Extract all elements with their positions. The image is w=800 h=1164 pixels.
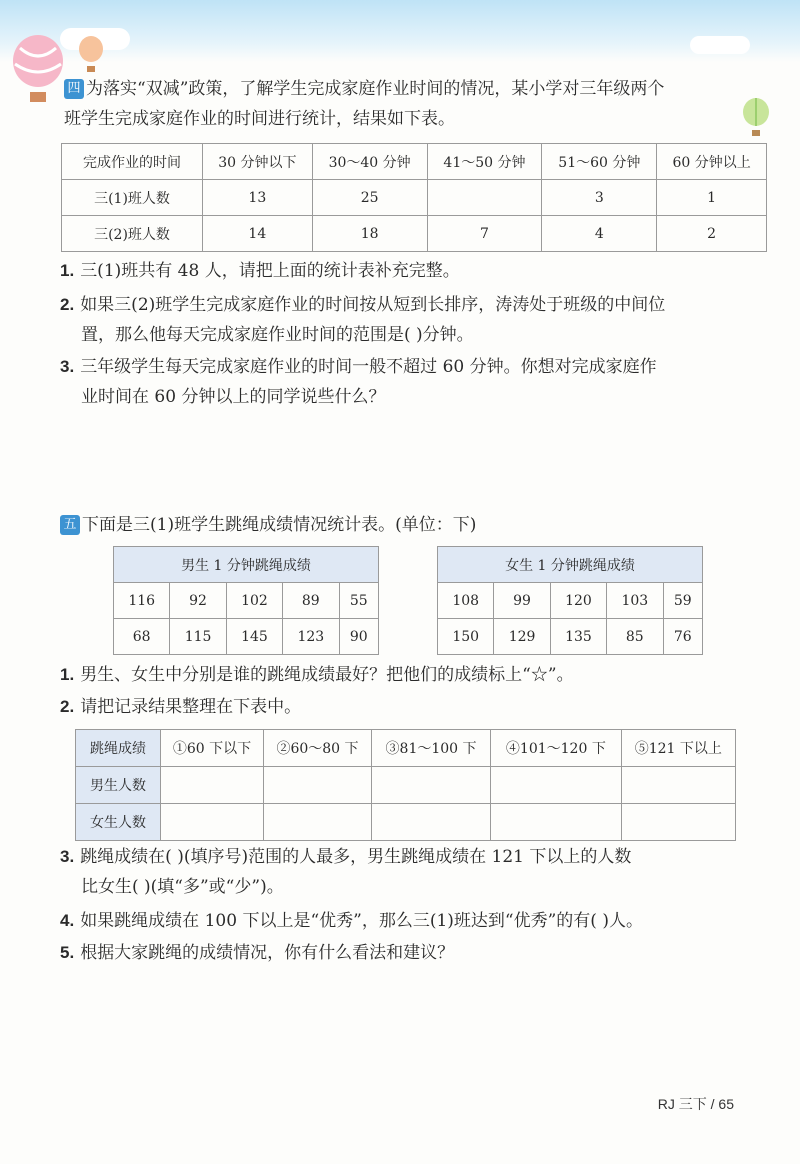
- homework-time-table: [61, 143, 767, 252]
- question-text: 置，那么他每天完成家庭作业时间的范围是( )分钟。: [81, 325, 474, 345]
- section4-badge: 四: [64, 79, 84, 99]
- table-cell: 120: [550, 583, 606, 619]
- s5-question-2: [60, 692, 301, 722]
- row-label: 男生人数: [76, 767, 161, 804]
- table-cell: 18: [312, 216, 427, 252]
- table-cell: 89: [283, 583, 339, 619]
- table-header-cell: ⑤121 下以上: [621, 730, 735, 767]
- section4-intro-line1: [64, 74, 664, 104]
- girls-jump-rope-table: [437, 546, 703, 655]
- table-header-cell: 完成作业的时间: [62, 144, 203, 180]
- table-cell: 4: [542, 216, 657, 252]
- hot-air-balloon-icon: [78, 36, 104, 76]
- table-cell: 1: [657, 180, 767, 216]
- table-cell: 85: [607, 619, 663, 655]
- question-text: 如果跳绳成绩在 100 下以上是“优秀”，那么三(1)班达到“优秀”的有( )人。: [80, 911, 643, 931]
- question-text: 如果三(2)班学生完成家庭作业的时间按从短到长排序，涛涛处于班级的中间位: [80, 295, 666, 315]
- table-header-cell: 跳绳成绩: [76, 730, 161, 767]
- table-header-cell: 41～50 分钟: [427, 144, 542, 180]
- question-2: [60, 290, 665, 350]
- table-cell: 25: [312, 180, 427, 216]
- table-header-cell: 51～60 分钟: [542, 144, 657, 180]
- table-cell: 68: [114, 619, 170, 655]
- table-row: [76, 804, 736, 841]
- blank-cell[interactable]: [491, 804, 621, 841]
- boys-jump-rope-table: [113, 546, 379, 655]
- table-cell-blank[interactable]: [427, 180, 542, 216]
- table-header-cell: ③81～100 下: [371, 730, 490, 767]
- table-cell: 129: [494, 619, 550, 655]
- page-footer: RJ 三下 / 65: [657, 1096, 734, 1112]
- table-header-cell: ②60～80 下: [264, 730, 372, 767]
- question-number: 4.: [60, 911, 75, 930]
- table-title: 男生 1 分钟跳绳成绩: [114, 547, 379, 583]
- table-cell: 145: [226, 619, 282, 655]
- s5-question-3: [60, 842, 631, 902]
- table-cell: 76: [663, 619, 703, 655]
- row-label: 女生人数: [76, 804, 161, 841]
- question-number: 5.: [60, 943, 75, 962]
- table-cell: 150: [438, 619, 494, 655]
- hot-air-balloon-icon: [742, 98, 770, 140]
- table-cell: 115: [170, 619, 226, 655]
- question-number: 1.: [60, 665, 75, 684]
- blank-cell[interactable]: [264, 767, 372, 804]
- question-number: 3.: [60, 847, 75, 866]
- question-text: 根据大家跳绳的成绩情况，你有什么看法和建议？: [80, 943, 455, 963]
- question-text: 三(1)班共有 48 人，请把上面的统计表补充完整。: [80, 261, 460, 281]
- question-text: 比女生( )(填“多”或“少”)。: [81, 877, 284, 897]
- table-header-cell: 30～40 分钟: [312, 144, 427, 180]
- table-header-cell: ④101～120 下: [491, 730, 621, 767]
- row-label: 三(2)班人数: [62, 216, 203, 252]
- table-cell: 3: [542, 180, 657, 216]
- table-row: [114, 619, 379, 655]
- table-row: [62, 216, 767, 252]
- table-cell: 99: [494, 583, 550, 619]
- question-number: 2.: [60, 697, 75, 716]
- question-text: 业时间在 60 分钟以上的同学说些什么？: [81, 387, 386, 407]
- table-cell: 92: [170, 583, 226, 619]
- table-row: [114, 583, 379, 619]
- blank-cell[interactable]: [161, 767, 264, 804]
- table-row: [438, 619, 703, 655]
- blank-cell[interactable]: [621, 804, 735, 841]
- section4-intro-text: 为落实“双减”政策，了解学生完成家庭作业时间的情况，某小学对三年级两个: [86, 79, 665, 99]
- blank-cell[interactable]: [491, 767, 621, 804]
- blank-cell[interactable]: [264, 804, 372, 841]
- table-cell: 55: [339, 583, 379, 619]
- table-row: [76, 767, 736, 804]
- question-text: 三年级学生每天完成家庭作业的时间一般不超过 60 分钟。你想对完成家庭作: [80, 357, 657, 377]
- row-label: 三(1)班人数: [62, 180, 203, 216]
- table-cell: 7: [427, 216, 542, 252]
- question-text: 跳绳成绩在( )(填序号)范围的人最多，男生跳绳成绩在 121 下以上的人数: [80, 847, 632, 867]
- cloud-decoration: [690, 36, 750, 54]
- table-cell: 90: [339, 619, 379, 655]
- table-row: [62, 180, 767, 216]
- table-cell: 102: [226, 583, 282, 619]
- blank-cell[interactable]: [621, 767, 735, 804]
- question-text: 请把记录结果整理在下表中。: [80, 697, 302, 717]
- s5-question-1: [60, 660, 574, 690]
- s5-question-5: [60, 938, 454, 968]
- table-cell: 13: [203, 180, 313, 216]
- table-header-cell: 30 分钟以下: [203, 144, 313, 180]
- table-cell: 135: [550, 619, 606, 655]
- summary-table: [75, 729, 736, 841]
- question-text: 男生、女生中分别是谁的跳绳成绩最好？把他们的成绩标上“☆”。: [80, 665, 574, 685]
- blank-cell[interactable]: [161, 804, 264, 841]
- question-1: [60, 256, 460, 286]
- table-cell: 108: [438, 583, 494, 619]
- s5-question-4: [60, 906, 643, 936]
- table-header-cell: 60 分钟以上: [657, 144, 767, 180]
- table-header-cell: ①60 下以下: [161, 730, 264, 767]
- table-cell: 123: [283, 619, 339, 655]
- section4-intro-line2: 班学生完成家庭作业的时间进行统计，结果如下表。: [64, 109, 455, 129]
- table-cell: 59: [663, 583, 703, 619]
- blank-cell[interactable]: [371, 804, 490, 841]
- table-header-row: [62, 144, 767, 180]
- table-cell: 103: [607, 583, 663, 619]
- question-number: 3.: [60, 357, 75, 376]
- table-cell: 116: [114, 583, 170, 619]
- table-cell: 2: [657, 216, 767, 252]
- table-title: 女生 1 分钟跳绳成绩: [438, 547, 703, 583]
- table-row: [438, 583, 703, 619]
- table-header-row: [76, 730, 736, 767]
- question-number: 2.: [60, 295, 75, 314]
- question-number: 1.: [60, 261, 75, 280]
- question-3: [60, 352, 657, 412]
- section5-intro: [60, 510, 476, 540]
- hot-air-balloon-icon: [10, 34, 66, 108]
- table-cell: 14: [203, 216, 313, 252]
- section5-badge: 五: [60, 515, 80, 535]
- blank-cell[interactable]: [371, 767, 490, 804]
- section5-intro-text: 下面是三(1)班学生跳绳成绩情况统计表。(单位：下): [82, 515, 477, 535]
